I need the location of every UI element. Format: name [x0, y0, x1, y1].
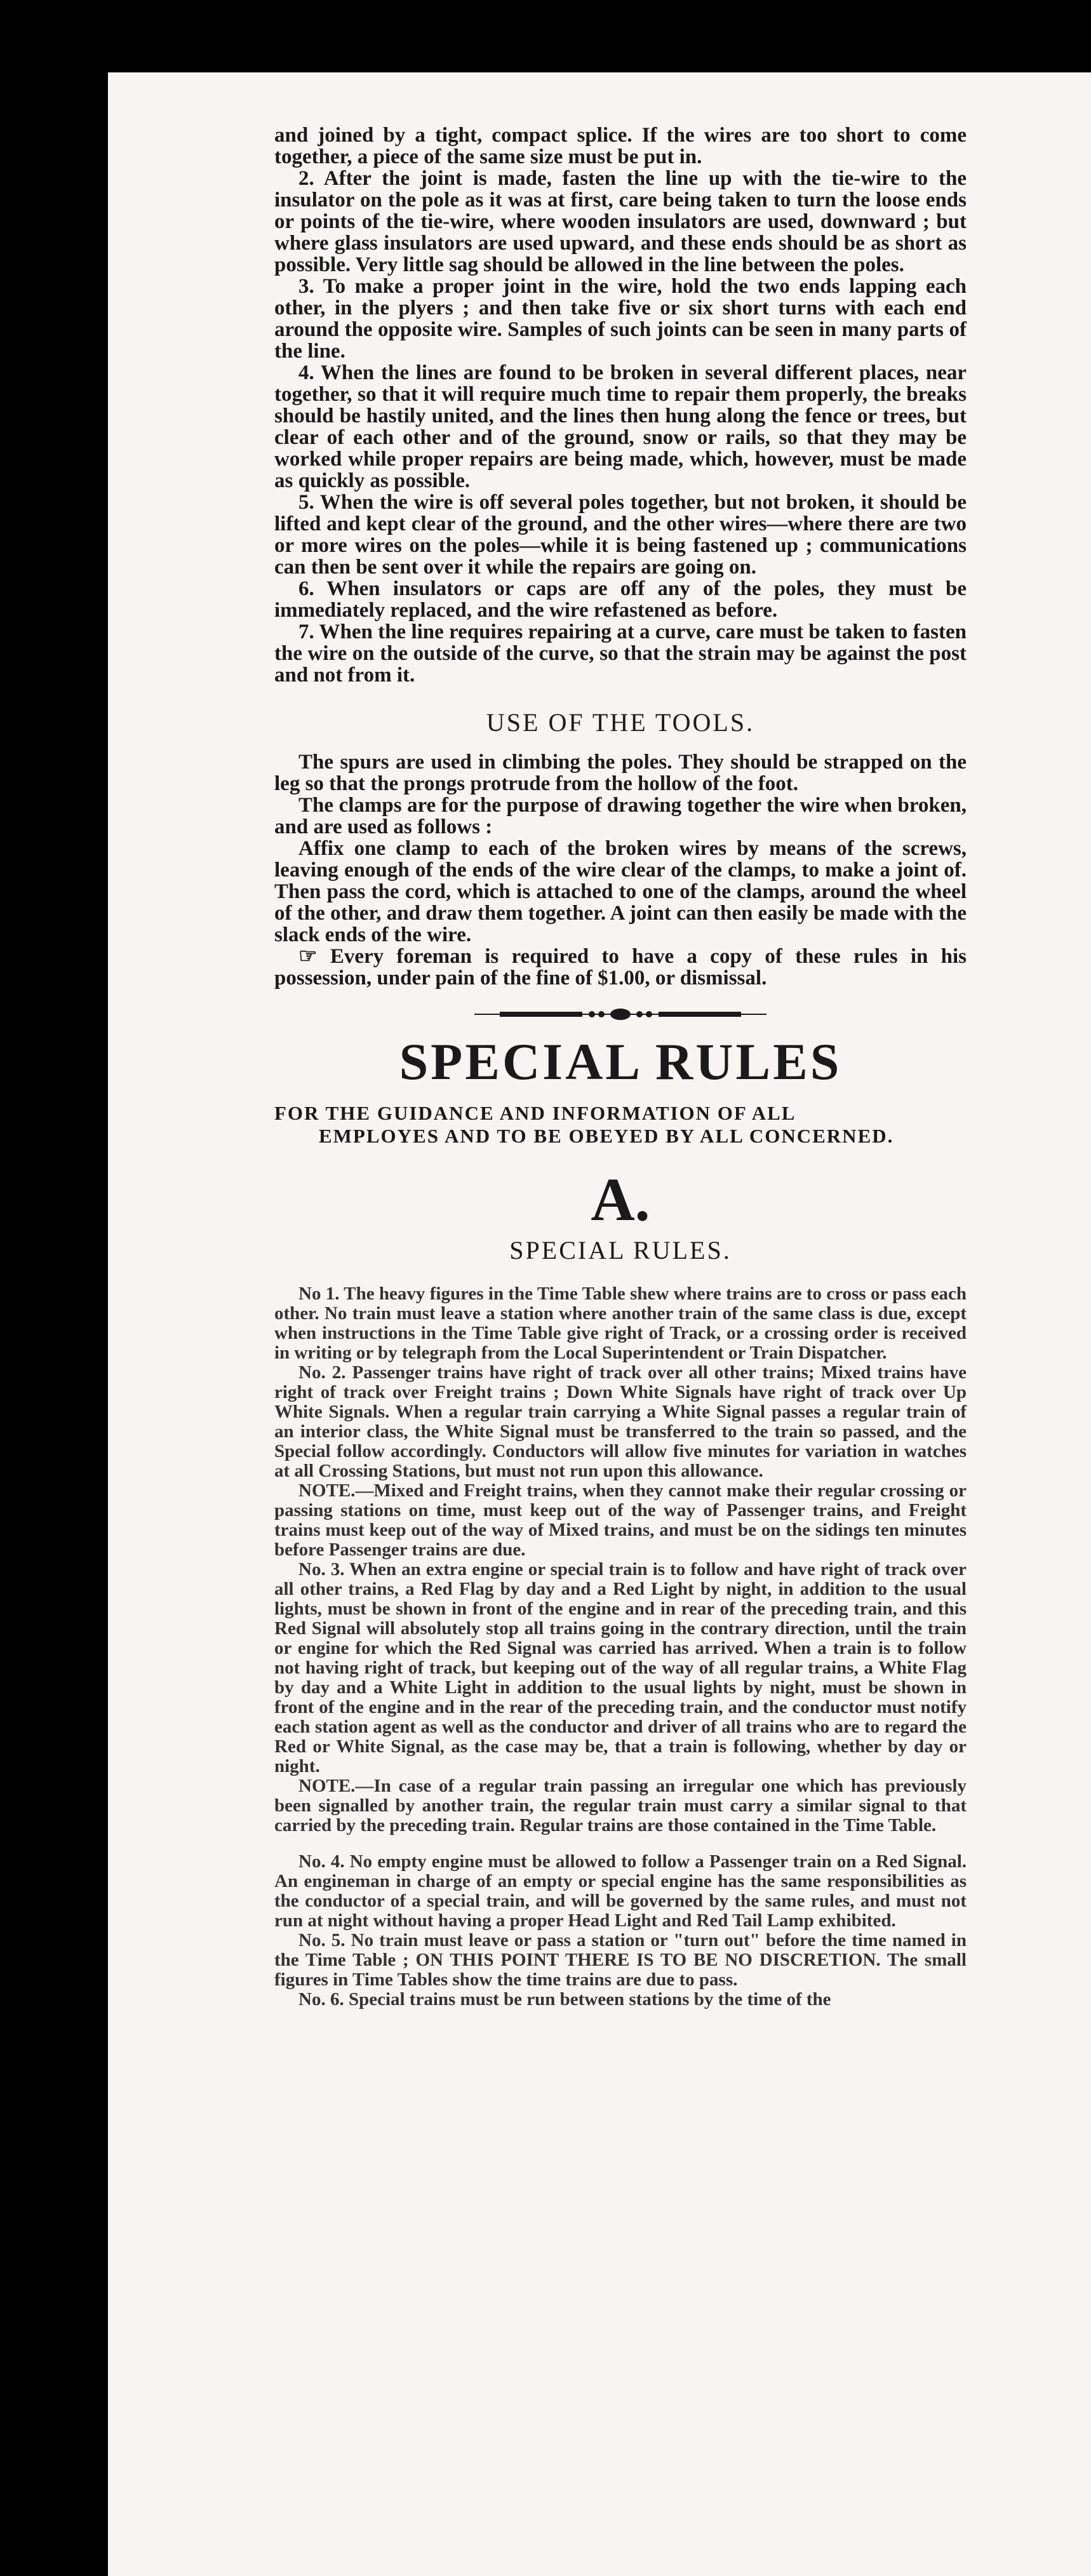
special-rule: No. 3. When an extra engine or special train is to follow and have right of track over all other trains, a Red Flag by day and a Red Light by night, in addition to the usual lights, must be shown in front of the engine and in rear of the preceding train, and this Red Signal will absolutely stop all trains going in the contrary direction, until the train or engine for which the Red Signal was carried has arrived. When a train is to follow not having right of track, but keeping out of the way of all regular trains, a White Flag by day and a White Light in addition to the usual lights by night, must be shown in front of the engine and in the rear of the preceding train, and the conductor must notify each station agent as well as the conductor and driver of all trains who are to regard the Red or White Signal, as the case may be, that a train is following, whether by day or night. [274, 1559, 967, 1776]
section-letter: A. [591, 1165, 650, 1233]
foreman-notice: Every foreman is required to have a copy of these rules in his possession, under pain of the fine of $1.00, or dismissal. [274, 945, 967, 989]
tools-heading: USE OF THE TOOLS. [486, 708, 755, 737]
line-repair-rules [274, 124, 967, 686]
text-column [274, 124, 967, 2009]
rule-paragraph: 5. When the wire is off several poles together, but not broken, it should be lifted and kept clear of the ground, and the other wires—where there are two or more wires on the poles—while it is being fastened up ; communications can then be sent over it while the repairs are going on. [274, 491, 967, 579]
special-rules-title: SPECIAL RULES [399, 1033, 842, 1090]
special-rule: NOTE.—In case of a regular train passing an irregular one which has previously been signalled by another train, the regular train must carry a similar signal to that carried by the preceding train. Regular trains are those contained in the Time Table. [274, 1776, 967, 1835]
tools-paragraph: The clamps are for the purpose of drawing together the wire when broken, and are used as follows : [274, 794, 967, 838]
ornamental-divider [474, 1008, 766, 1021]
special-rule: No 1. The heavy figures in the Time Table shew where trains are to cross or pass each other. No train must leave a station where another train of the same class is due, except when instructions in the Time Table give right of Track, or a crossing order is received in writing or by telegraph from the Local Superintendent or Train Dispatcher. [274, 1284, 967, 1363]
tools-paragraph: The spurs are used in climbing the poles. They should be strapped on the leg so that the prongs protrude from the hollow of the foot. [274, 751, 967, 795]
special-rules-list [274, 1284, 967, 2009]
special-rules-subhead: FOR THE GUIDANCE AND INFORMATION OF ALL [274, 1102, 796, 1124]
newspaper-page [108, 72, 1091, 2576]
special-rule: NOTE.—Mixed and Freight trains, when they cannot make their regular crossing or passing stations on time, must keep out of the way of Passenger trains, and Freight trains must keep out of the way of Mixed trains, and must be on the sidings ten minutes before Passenger trains are due. [274, 1480, 967, 1560]
rule-paragraph: 2. After the joint is made, fasten the line up with the tie-wire to the insulator on the pole as it was at first, care being taken to turn the loose ends or points of the tie-wire, where wooden insulators are used, downward ; but where glass insulators are used upward, and these ends should be as short as possible. Very little sag should be allowed in the line between the poles. [274, 167, 967, 276]
special-rule: No. 6. Special trains must be run between stations by the time of the [298, 1989, 831, 2009]
tools-section [274, 751, 967, 989]
rule-paragraph: and joined by a tight, compact splice. If the wires are too short to come together, a piece of the same size must be put in. [274, 124, 967, 168]
special-rule: No. 4. No empty engine must be allowed to follow a Passenger train on a Red Signal. An engineman in charge of an empty or special engine has the same responsibilities as the conductor of a special train, and will be governed by the same rules, and must not run at night without having a proper Head Light and Red Tail Lamp exhibited. [274, 1851, 967, 1931]
special-rule: No. 2. Passenger trains have right of track over all other trains; Mixed trains have right of track over Freight trains ; Down White Signals have right of track over Up White Signals. When a regular train carrying a White Signal passes a regular train of an interior class, the White Signal must be transferred to the train so passed, and the Special follow accordingly. Conductors will allow five minutes for variation in watches at all Crossing Stations, but must not run upon this allowance. [274, 1362, 967, 1481]
pointing-hand-icon: ☞ [298, 945, 318, 968]
special-rules-subhead: EMPLOYES AND TO BE OBEYED BY ALL CONCERNED. [319, 1125, 894, 1147]
tools-paragraph: Affix one clamp to each of the broken wires by means of the screws, leaving enough of the ends of the wire clear of the clamps, to make a joint of. Then pass the cord, which is attached to one of the clamps, around the wheel of the other, and draw them together. A joint can then easily be made with the slack ends of the wire. [274, 837, 967, 946]
section-heading: SPECIAL RULES. [509, 1236, 732, 1265]
rule-paragraph: 3. To make a proper joint in the wire, hold the two ends lapping each other, in the plyers ; and then take five or six short turns with each end around the opposite wire. Samples of such joints can be seen in many parts of the line. [274, 275, 967, 363]
rule-paragraph: 4. When the lines are found to be broken in several different places, near together, so that it will require much time to repair them properly, the breaks should be hastily united, and the lines then hung along the fence or trees, but clear of each other and of the ground, snow or rails, so that they may be worked while proper repairs are being made, which, however, must be made as quickly as possible. [274, 361, 967, 492]
rule-paragraph: 7. When the line requires repairing at a curve, care must be taken to fasten the wire on the outside of the curve, so that the strain may be against the post and not from it. [274, 621, 967, 687]
rule-paragraph: 6. When insulators or caps are off any of the poles, they must be immediately replaced, and the wire refastened as before. [274, 577, 967, 622]
special-rule: No. 5. No train must leave or pass a station or "turn out" before the time named in the Time Table ; ON THIS POINT THERE IS TO BE NO DISCRETION. The small figures in Time Tables show the time trains are due to pass. [274, 1930, 967, 1990]
tools-paragraph [274, 946, 967, 989]
